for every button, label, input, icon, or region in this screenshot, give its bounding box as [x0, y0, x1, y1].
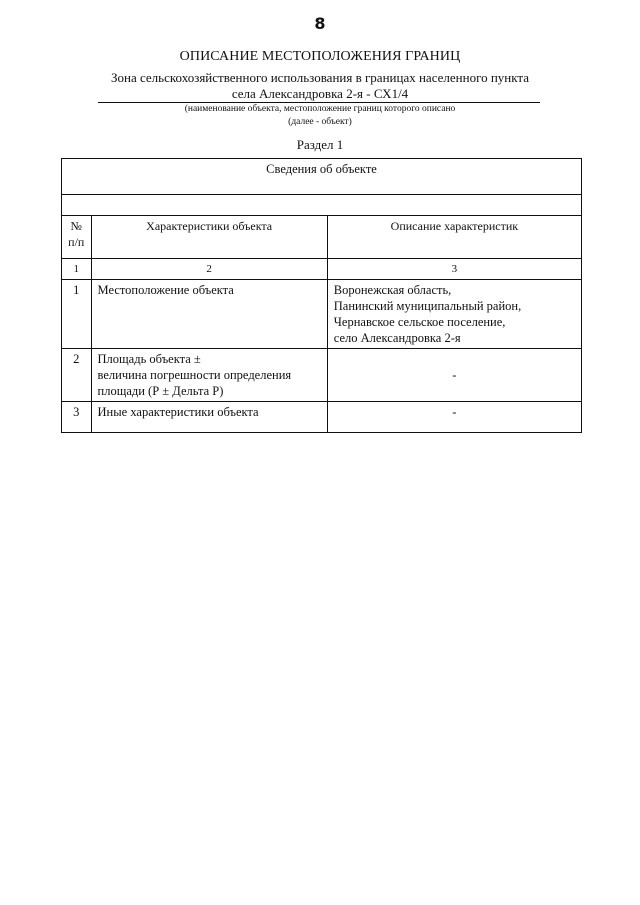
table-empty-row	[62, 195, 582, 216]
header-num-line1: №	[70, 219, 82, 233]
column-index: 2	[91, 259, 327, 280]
table-row	[62, 280, 582, 349]
page-number: 8	[314, 14, 326, 33]
row-characteristic	[91, 349, 327, 402]
characteristic-line: Иные характеристики объекта	[97, 405, 259, 419]
underline-rule	[98, 102, 540, 103]
header-num-line2: п/п	[68, 235, 85, 249]
description-line: Воронежская область,	[333, 283, 452, 297]
table-header-row	[62, 216, 582, 259]
object-name-line2: села Александровка 2-я - СХ1/4	[231, 86, 409, 101]
characteristic-line: Площадь объекта ±	[97, 352, 201, 366]
row-description: -	[327, 349, 581, 402]
characteristic-line: величина погрешности определения	[97, 368, 292, 382]
table-heading-row	[62, 159, 582, 195]
table-heading: Сведения об объекте	[62, 159, 582, 195]
description-line: село Александровка 2-я	[333, 331, 461, 345]
column-index: 3	[327, 259, 581, 280]
characteristic-line: Местоположение объекта	[97, 283, 234, 297]
section-title: Раздел 1	[296, 137, 344, 152]
table-row	[62, 349, 582, 402]
row-characteristic	[91, 280, 327, 349]
row-characteristic	[91, 402, 327, 433]
caption-line1: (наименование объекта, местоположение границ которого описано	[184, 104, 456, 114]
description-line: Панинский муниципальный район,	[333, 299, 522, 313]
row-description	[327, 280, 581, 349]
row-num: 2	[62, 349, 92, 402]
document-title: ОПИСАНИЕ МЕСТОПОЛОЖЕНИЯ ГРАНИЦ	[179, 49, 461, 64]
object-name-line1: Зона сельскохозяйственного использования в границах населенного пункта	[110, 70, 529, 85]
caption-line2: (далее - объект)	[288, 117, 352, 127]
header-description: Описание характеристик	[327, 216, 581, 259]
header-num	[62, 216, 92, 259]
row-num: 1	[62, 280, 92, 349]
description-line: Чернавское сельское поселение,	[333, 315, 506, 329]
characteristic-line: площади (Р ± Дельта Р)	[97, 384, 224, 398]
header-characteristics: Характеристики объекта	[91, 216, 327, 259]
column-index-row	[62, 259, 582, 280]
column-index: 1	[62, 259, 92, 280]
object-info-table	[61, 158, 582, 433]
empty-cell	[62, 195, 582, 216]
row-num: 3	[62, 402, 92, 433]
table-row	[62, 402, 582, 433]
row-description: -	[327, 402, 581, 433]
